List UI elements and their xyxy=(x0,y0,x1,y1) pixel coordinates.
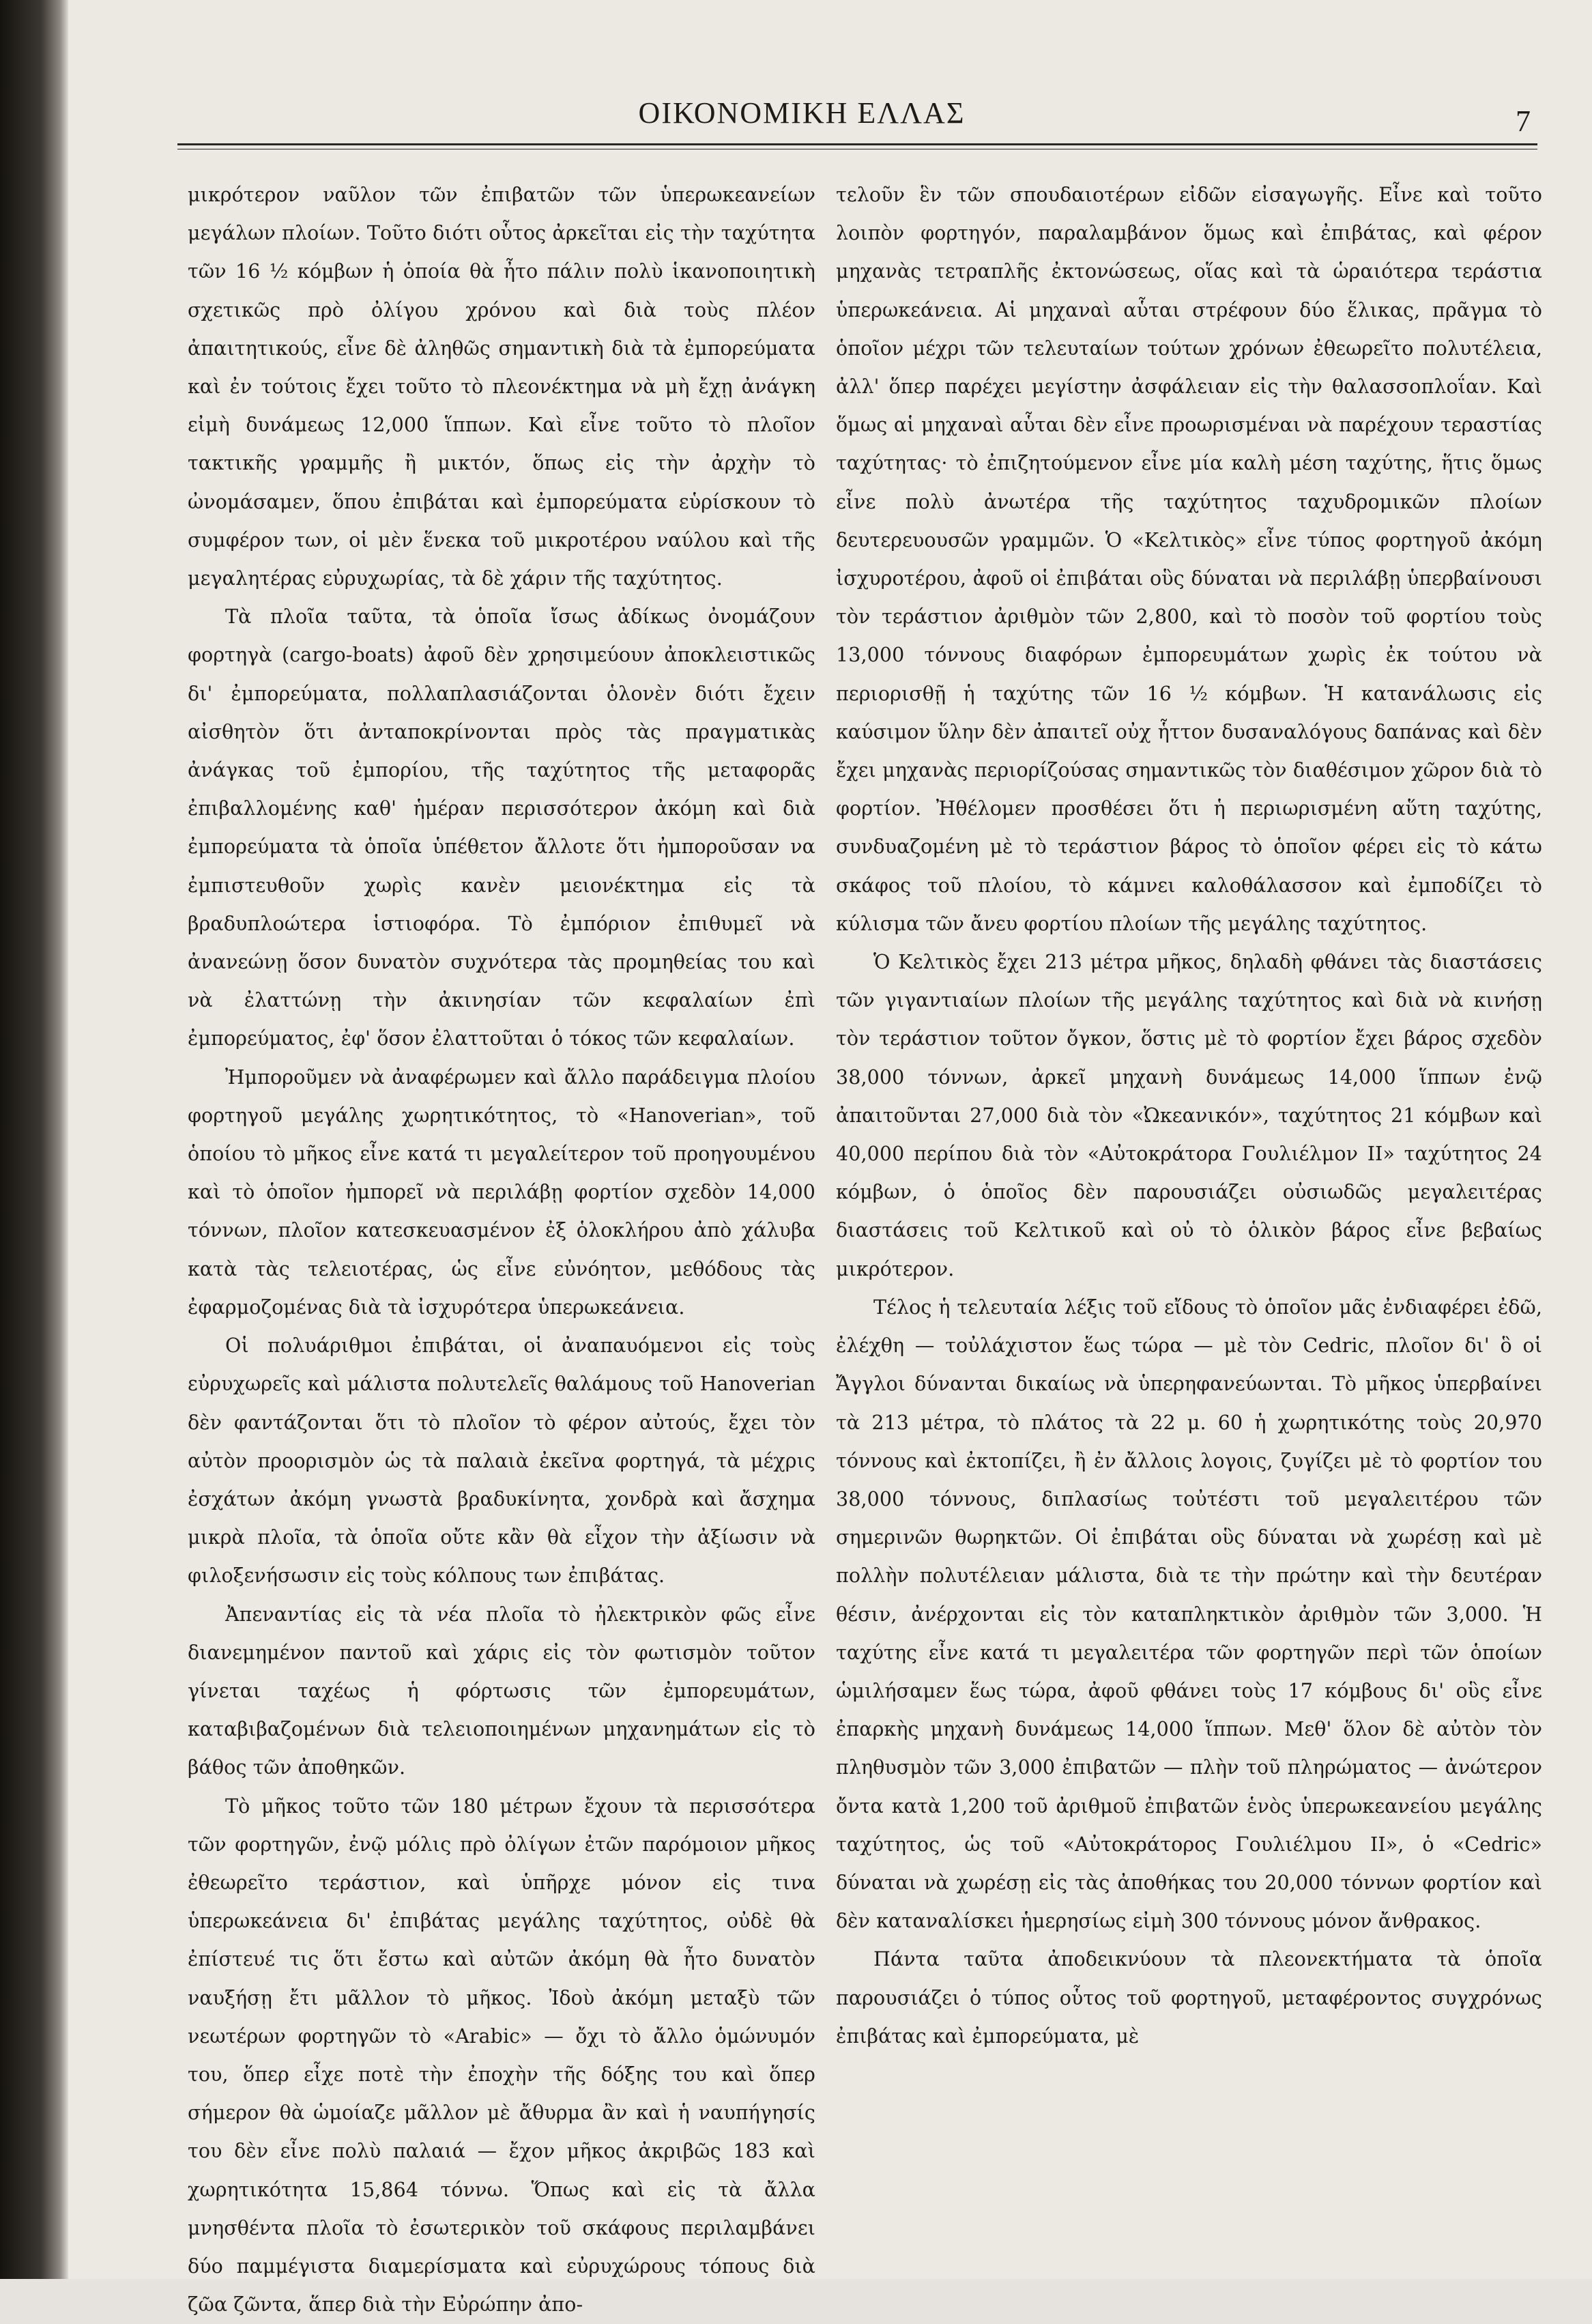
page xyxy=(68,0,1592,2316)
paragraph: Ἀπεναντίας εἰς τὰ νέα πλοῖα τὸ ἠλεκτρικὸν φῶς εἶνε διανεμημένον παντοῦ καὶ χάρις εἰς τὸν φωτισμὸν τοῦτον γίνεται ταχέως ἡ φόρτωσις τῶν ἐμπορευμάτων, καταβιβαζομένων διὰ τελειοποιημένων μηχανημάτων εἰς τὸ βάθος τῶν ἀποθηκῶν. xyxy=(188,1603,815,1779)
paragraph: τελοῦν ἓν τῶν σπουδαιοτέρων εἰδῶν εἰσαγωγῆς. Εἶνε καὶ τοῦτο λοιπὸν φορτηγόν, παραλαμβάνον ὅμως καὶ ἐπιβάτας, καὶ φέρον μηχανὰς τετραπλῆς ἐκτονώσεως, οἵας καὶ τὰ ὡραιότερα τεράστια ὑπερωκεάνεια. Αἱ μηχαναὶ αὗται στρέφουν δύο ἕλικας, πρᾶγμα τὸ ὁποῖον μέχρι τῶν τελευταίων τούτων χρόνων ἐθεωρεῖτο πολυτέλεια, ἀλλ' ὅπερ παρέχει μεγίστην ἀσφάλειαν εἰς τὴν θαλασσοπλοΐαν. Καὶ ὅμως αἱ μηχαναὶ αὗται δὲν εἶνε προωρισμέναι νὰ παρέχουν τεραστίας ταχύτητας· τὸ ἐπιζητούμενον εἶνε μία καλὴ μέση ταχύτης, ἥτις ὅμως εἶνε πολὺ ἀνωτέρα τῆς ταχύτητος ταχυδρομικῶν πλοίων δευτερευουσῶν γραμμῶν. Ὁ «Κελτικὸς» εἶνε τύπος φορτηγοῦ ἀκόμη ἰσχυροτέρου, ἀφοῦ οἱ ἐπιβάται οὓς δύναται νὰ περιλάβῃ ὑπερβαίνουσι τὸν τεράστιον ἀριθμὸν τῶν 2,800, καὶ τὸ ποσὸν τοῦ φορτίου τοὺς 13,000 τόννους διαφόρων ἐμπορευμάτων χωρὶς ἐκ τούτου νὰ περιορισθῇ ἡ ταχύτης τῶν 16 ½ κόμβων. Ἡ κατανάλωσις εἰς καύσιμον ὕλην δὲν ἀπαιτεῖ οὐχ ἧττον δυσαναλόγους δαπάνας καὶ δὲν ἔχει μηχανὰς περιορίζούσας σημαντικῶς τὸν διαθέσιμον χῶρον διὰ τὸ φορτίον. Ἠθέλομεν προσθέσει ὅτι ἡ περιωρισμένη αὕτη ταχύτης, συνδυαζομένη μὲ τὸ τεράστιον βάρος τὸ ὁποῖον φέρει εἰς τὸ κάτω σκάφος τοῦ πλοίου, τὸ κάμνει καλοθάλασσον καὶ ἐμποδίζει τὸ κύλισμα τῶν ἄνευ φορτίου πλοίων τῆς μεγάλης ταχύτητος. xyxy=(836,184,1542,935)
paragraph: Ἠμποροῦμεν νὰ ἀναφέρωμεν καὶ ἄλλο παράδειγμα πλοίου φορτηγοῦ μεγάλης χωρητικότητος, τὸ «Hanoverian», τοῦ ὁποίου τὸ μῆκος εἶνε κατά τι μεγαλείτερον τοῦ προηγουμένου καὶ τὸ ὁποῖον ἠμπορεῖ νὰ περιλάβῃ φορτίον σχεδὸν 14,000 τόννων, πλοῖον κατεσκευασμένον ἐξ ὁλοκλήρου ἀπὸ χάλυβα κατὰ τὰς τελειοτέρας, ὡς εἶνε εὐνόητον, μεθόδους τὰς ἐφαρμοζομένας διὰ τὰ ἰσχυρότερα ὑπερωκεάνεια. xyxy=(188,1065,815,1319)
page-number: 7 xyxy=(1516,104,1531,138)
paragraph: μικρότερον ναῦλον τῶν ἐπιβατῶν τῶν ὑπερωκεανείων μεγάλων πλοίων. Τοῦτο διότι οὗτος ἀρκεῖται εἰς τὴν ταχύτητα τῶν 16 ½ κόμβων ἡ ὁποία θὰ ἦτο πάλιν πολὺ ἱκανοποιητικὴ σχετικῶς πρὸ ὀλίγου χρόνου καὶ διὰ τοὺς πλέον ἀπαιτητικούς, εἶνε δὲ ἀληθῶς σημαντικὴ διὰ τὰ ἐμπορεύματα καὶ ἐν τούτοις ἔχει τοῦτο τὸ πλεονέκτημα νὰ μὴ ἔχῃ ἀνάγκη εἰμὴ δυνάμεως 12,000 ἵππων. Καὶ εἶνε τοῦτο τὸ πλοῖον τακτικῆς γραμμῆς ἢ μικτόν, ὅπως εἰς τὴν ἀρχὴν τὸ ὠνομάσαμεν, ὅπου ἐπιβάται καὶ ἐμπορεύματα εὑρίσκουν τὸ συμφέρον των, οἱ μὲν ἕνεκα τοῦ μικροτέρου ναύλου καὶ τῆς μεγαλητέρας εὐρυχωρίας, τὰ δὲ χάριν τῆς ταχύτητος. xyxy=(188,184,815,590)
running-head xyxy=(68,89,1592,143)
book-gutter-shadow xyxy=(0,0,68,2279)
journal-title: ΟΙΚΟΝΟΜΙΚΗ ΕΛΛΑΣ xyxy=(638,96,966,130)
header-rule xyxy=(177,143,1537,145)
paragraph: Πάντα ταῦτα ἀποδεικνύουν τὰ πλεονεκτήματα τὰ ὁποῖα παρουσιάζει ὁ τύπος οὗτος τοῦ φορτηγοῦ, μεταφέροντος συγχρόνως ἐπιβάτας καὶ ἐμπορεύματα, μὲ xyxy=(836,1948,1542,2048)
paragraph: Τέλος ἡ τελευταία λέξις τοῦ εἴδους τὸ ὁποῖον μᾶς ἐνδιαφέρει ἐδῶ, ἐλέχθη — τοὐλάχιστον ἕως τώρα — μὲ τὸν Cedric, πλοῖον δι' ὃ οἱ Ἄγγλοι δύνανται δικαίως νὰ ὑπερηφανεύωνται. Τὸ μῆκος ὑπερβαίνει τὰ 213 μέτρα, τὸ πλάτος τὰ 22 μ. 60 ἡ χωρητικότης τοὺς 20,970 τόννους καὶ ἐκτοπίζει, ἢ ἐν ἄλλοις λογοις, ζυγίζει μὲ τὸ φορτίον του 38,000 τόννους, διπλασίως τοὐτέστι τοῦ μεγαλειτέρου τῶν σημερινῶν θωρηκτῶν. Οἱ ἐπιβάται οὓς δύναται νὰ χωρέσῃ καὶ μὲ πολλὴν πολυτέλειαν μάλιστα, διὰ τε τὴν πρώτην καὶ τὴν δευτέραν θέσιν, ἀνέρχονται εἰς τὸν καταπληκτικὸν ἀριθμὸν τῶν 3,000. Ἡ ταχύτης εἶνε κατά τι μεγαλειτέρα τῶν φορτηγῶν περὶ τῶν ὁποίων ὡμιλήσαμεν ἕως τώρα, ἀφοῦ φθάνει τοὺς 17 κόμβους δι' οὓς εἶνε ἐπαρκὴς μηχανὴ δυνάμεως 14,000 ἵππων. Μεθ' ὅλον δὲ αὐτὸν τὸν πληθυσμὸν τῶν 3,000 ἐπιβατῶν — πλὴν τοῦ πληρώματος — ἀνώτερον ὄντα κατὰ 1,200 τοῦ ἀριθμοῦ ἐπιβατῶν ἑνὸς ὑπερωκεανείου μεγάλης ταχύτητος, ὡς τοῦ «Αὐτοκράτορος Γουλιέλμου II», ὁ «Cedric» δύναται νὰ χωρέσῃ εἰς τὰς ἀποθήκας του 20,000 τόννων φορτίον καὶ δὲν καταναλίσκει ἡμερησίως εἰμὴ 300 τόννους μόνον ἄνθρακος. xyxy=(836,1295,1542,1933)
paragraph: Ὁ Κελτικὸς ἔχει 213 μέτρα μῆκος, δηλαδὴ φθάνει τὰς διαστάσεις τῶν γιγαντιαίων πλοίων τῆς μεγάλης ταχύτητος καὶ διὰ νὰ κινήσῃ τὸν τεράστιον τοῦτον ὄγκον, ὅστις μὲ τὸ φορτίον ἔχει βάρος σχεδὸν 38,000 τόννων, ἀρκεῖ μηχανὴ δυνάμεως 14,000 ἵππων ἐνῷ ἀπαιτοῦνται 27,000 διὰ τὸν «Ὠκεανικόν», ταχύτητος 21 κόμβων καὶ 40,000 περίπου διὰ τὸν «Αὐτοκράτορα Γουλιέλμον II» ταχύτητος 24 κόμβων, ὁ ὁποῖος δὲν παρουσιάζει οὐσιωδῶς μεγαλειτέρας διαστάσεις τοῦ Κελτικοῦ καὶ οὐ τὸ ὁλικὸν βάρος εἶνε βεβαίως μικρότερον. xyxy=(836,951,1542,1280)
paragraph: Τὰ πλοῖα ταῦτα, τὰ ὁποῖα ἴσως ἀδίκως ὀνομάζουν φορτηγὰ (cargo-boats) ἀφοῦ δὲν χρησιμεύουν ἀποκλειστικῶς δι' ἐμπορεύματα, πολλαπλασιάζονται ὁλονὲν διότι ἔχειν αἰσθητὸν ὅτι ἀνταποκρίνονται πρὸς τὰς πραγματικὰς ἀνάγκας τοῦ ἐμπορίου, τῆς ταχύτητος τῆς μεταφορᾶς ἐπιβαλλομένης καθ' ἡμέραν περισσότερον ἀκόμη καὶ διὰ ἐμπορεύματα τὰ ὁποῖα ὑπέθετον ἄλλοτε ὅτι ἠμποροῦσαν να ἐμπιστευθοῦν χωρὶς κανὲν μειονέκτημα εἰς τὰ βραδυπλοώτερα ἱστιοφόρα. Τὸ ἐμπόριον ἐπιθυμεῖ νὰ ἀνανεώνῃ ὅσον δυνατὸν συχνότερα τὰς προμηθείας του καὶ νὰ ἐλαττώνῃ τὴν ἀκινησίαν τῶν κεφαλαίων ἐπὶ ἐμπορεύματος, ἐφ' ὅσον ἐλαττοῦται ὁ τόκος τῶν κεφαλαίων. xyxy=(188,605,815,1050)
paragraph: Οἱ πολυάριθμοι ἐπιβάται, οἱ ἀναπαυόμενοι εἰς τοὺς εὐρυχωρεῖς καὶ μάλιστα πολυτελεῖς θαλάμους τοῦ Hanoverian δὲν φαντάζονται ὅτι τὸ πλοῖον τὸ φέρον αὐτούς, ἔχει τὸν αὐτὸν προορισμὸν ὡς τὰ παλαιὰ ἐκεῖνα φορτηγά, τὰ μέχρις ἐσχάτων ἀκόμη γνωστὰ βραδυκίνητα, χονδρὰ καὶ ἄσχημα μικρὰ πλοῖα, τὰ ὁποῖα οὔτε κἂν θὰ εἶχον τὴν ἀξίωσιν νὰ φιλοξενήσωσιν εἰς τοὺς κόλπους των ἐπιβάτας. xyxy=(188,1334,815,1588)
paragraph: Τὸ μῆκος τοῦτο τῶν 180 μέτρων ἔχουν τὰ περισσότερα τῶν φορτηγῶν, ἐνῷ μόλις πρὸ ὀλίγων ἐτῶν παρόμοιον μῆκος ἐθεωρεῖτο τεράστιον, καὶ ὑπῆρχε μόνον εἰς τινα ὑπερωκεάνεια δι' ἐπιβάτας μεγάλης ταχύτητος, οὐδὲ θὰ ἐπίστευέ τις ὅτι ἔστω καὶ αὐτῶν ἀκόμη θὰ ἦτο δυνατὸν ναυξήσῃ ἔτι μᾶλλον τὸ μῆκος. Ἰδοὺ ἀκόμη μεταξὺ τῶν νεωτέρων φορτηγῶν τὸ «Arabic» — ὄχι τὸ ἄλλο ὁμώνυμόν του, ὅπερ εἶχε ποτὲ τὴν ἐποχὴν τῆς δόξης του καὶ ὅπερ σήμερον θὰ ὡμοίαζε μᾶλλον μὲ ἄθυρμα ἂν καὶ ἡ ναυπήγησίς του δὲν εἶνε πολὺ παλαιά — ἔχον μῆκος ἀκριβῶς 183 καὶ χωρητικότητα 15,864 τόννω. Ὅπως καὶ εἰς τὰ ἄλλα μνησθέντα πλοῖα τὸ ἐσωτερικὸν τοῦ σκάφους περιλαμβάνει δύο παμμέγιστα διαμερίσματα καὶ εὐρυχώρους τόπους διὰ ζῶα ζῶντα, ἅπερ διὰ τὴν Εὐρώπην ἀπο- xyxy=(188,1794,815,2316)
left-column xyxy=(188,176,815,2316)
right-column xyxy=(836,176,1542,2230)
